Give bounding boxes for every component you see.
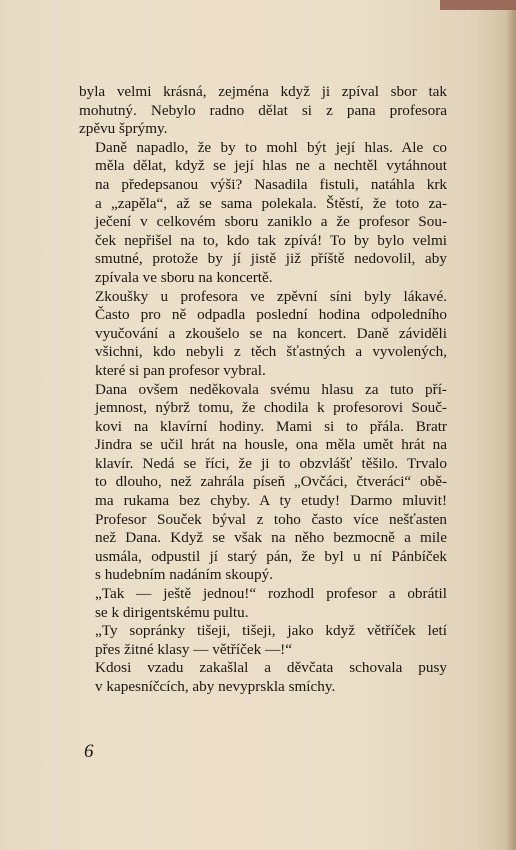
text-line: zpívala ve sboru na koncertě. bbox=[95, 268, 273, 286]
text-line: Profesor Souček býval z toho často více nešťasten bbox=[95, 510, 447, 528]
paragraph bbox=[79, 139, 447, 288]
text-line: kovi na klavírní hodiny. Mami si to přála. Bratr bbox=[95, 417, 447, 435]
text-line: se k dirigentskému pultu. bbox=[95, 603, 249, 621]
text-line: než Dana. Když se však na něho bezmocně a mile bbox=[95, 529, 447, 547]
page-right-edge-shadow bbox=[506, 10, 516, 850]
page-top-edge bbox=[440, 0, 516, 10]
text-line: „Tak — ještě jednou!“ rozhodl profesor a obrátil bbox=[95, 585, 447, 603]
text-line: všichni, kdo nebyli z těch šťastných a vyvolených, bbox=[95, 343, 447, 361]
text-line: na předepsanou výši? Nasadila fistuli, natáhla krk bbox=[95, 175, 447, 193]
paragraph bbox=[79, 381, 447, 586]
text-line: ječení v celkovém sboru zaniklo a že profesor Sou- bbox=[95, 213, 447, 231]
text-line: Dana ovšem neděkovala svému hlasu za tuto pří- bbox=[95, 380, 447, 398]
body-text bbox=[79, 83, 447, 697]
text-line: v kapesníčcích, aby nevyprskla smíchy. bbox=[95, 678, 336, 695]
text-line: s hudebním nadáním skoupý. bbox=[95, 566, 274, 584]
text-line: „Ty sopránky tišeji, tišeji, jako když větříček letí bbox=[95, 622, 447, 640]
text-line: usmála, odpustil jí starý pán, že byl u ní Pánbíček bbox=[95, 547, 447, 565]
text-line: Často pro ně odpadla poslední hodina odpoledního bbox=[95, 306, 447, 324]
text-line: mohutný. Nebylo radno dělat si z pana profesora bbox=[79, 101, 447, 119]
text-line: jemnost, nýbrž tomu, že chodila k profesorovi Souč- bbox=[95, 399, 447, 417]
text-line: Zkoušky u profesora ve zpěvní síni byly lákavé. bbox=[95, 287, 447, 305]
paragraph bbox=[79, 659, 447, 696]
text-line: byla velmi krásná, zejména když ji zpíval sbor tak bbox=[79, 83, 447, 100]
text-line: ma rukama bez chyby. A ty etudy! Darmo mluvit! bbox=[95, 492, 447, 510]
text-line: Jindra se učil hrát na housle, ona měla umět hrát na bbox=[95, 436, 447, 454]
text-line: zpěvu šprýmy. bbox=[79, 120, 168, 138]
text-line: Kdosi vzadu zakašlal a děvčata schovala pusy bbox=[95, 659, 447, 677]
text-line: a „zapěla“, až se sama polekala. Štěstí, že toto za- bbox=[95, 194, 447, 212]
text-line: smutné, protože by jí jistě již příště nedovolil, aby bbox=[95, 250, 447, 268]
text-line: přes žitné klasy — větříček —!“ bbox=[95, 640, 292, 658]
paragraph bbox=[79, 585, 447, 622]
text-line: Daně napadlo, že by to mohl být její hlas. Ale co bbox=[95, 138, 447, 156]
text-line: vyučování a zkoušelo se na koncert. Daně záviděli bbox=[95, 324, 447, 342]
text-line: měla dělat, když se její hlas ne a nechtěl vytáhnout bbox=[95, 157, 447, 175]
text-line: ček nepřišel na to, kdo tak zpívá! To by bylo velmi bbox=[95, 231, 447, 249]
text-line: klavír. Nedá se říci, že ji to obzvlášť těšilo. Trvalo bbox=[95, 454, 447, 472]
text-line: to dlouho, než zahrála píseň „Ovčáci, čtveráci“ obě- bbox=[95, 473, 447, 491]
page-number: 6 bbox=[84, 741, 94, 762]
paragraph bbox=[79, 83, 447, 139]
paragraph bbox=[79, 622, 447, 659]
paragraph bbox=[79, 288, 447, 381]
text-line: které si pan profesor vybral. bbox=[95, 361, 266, 379]
